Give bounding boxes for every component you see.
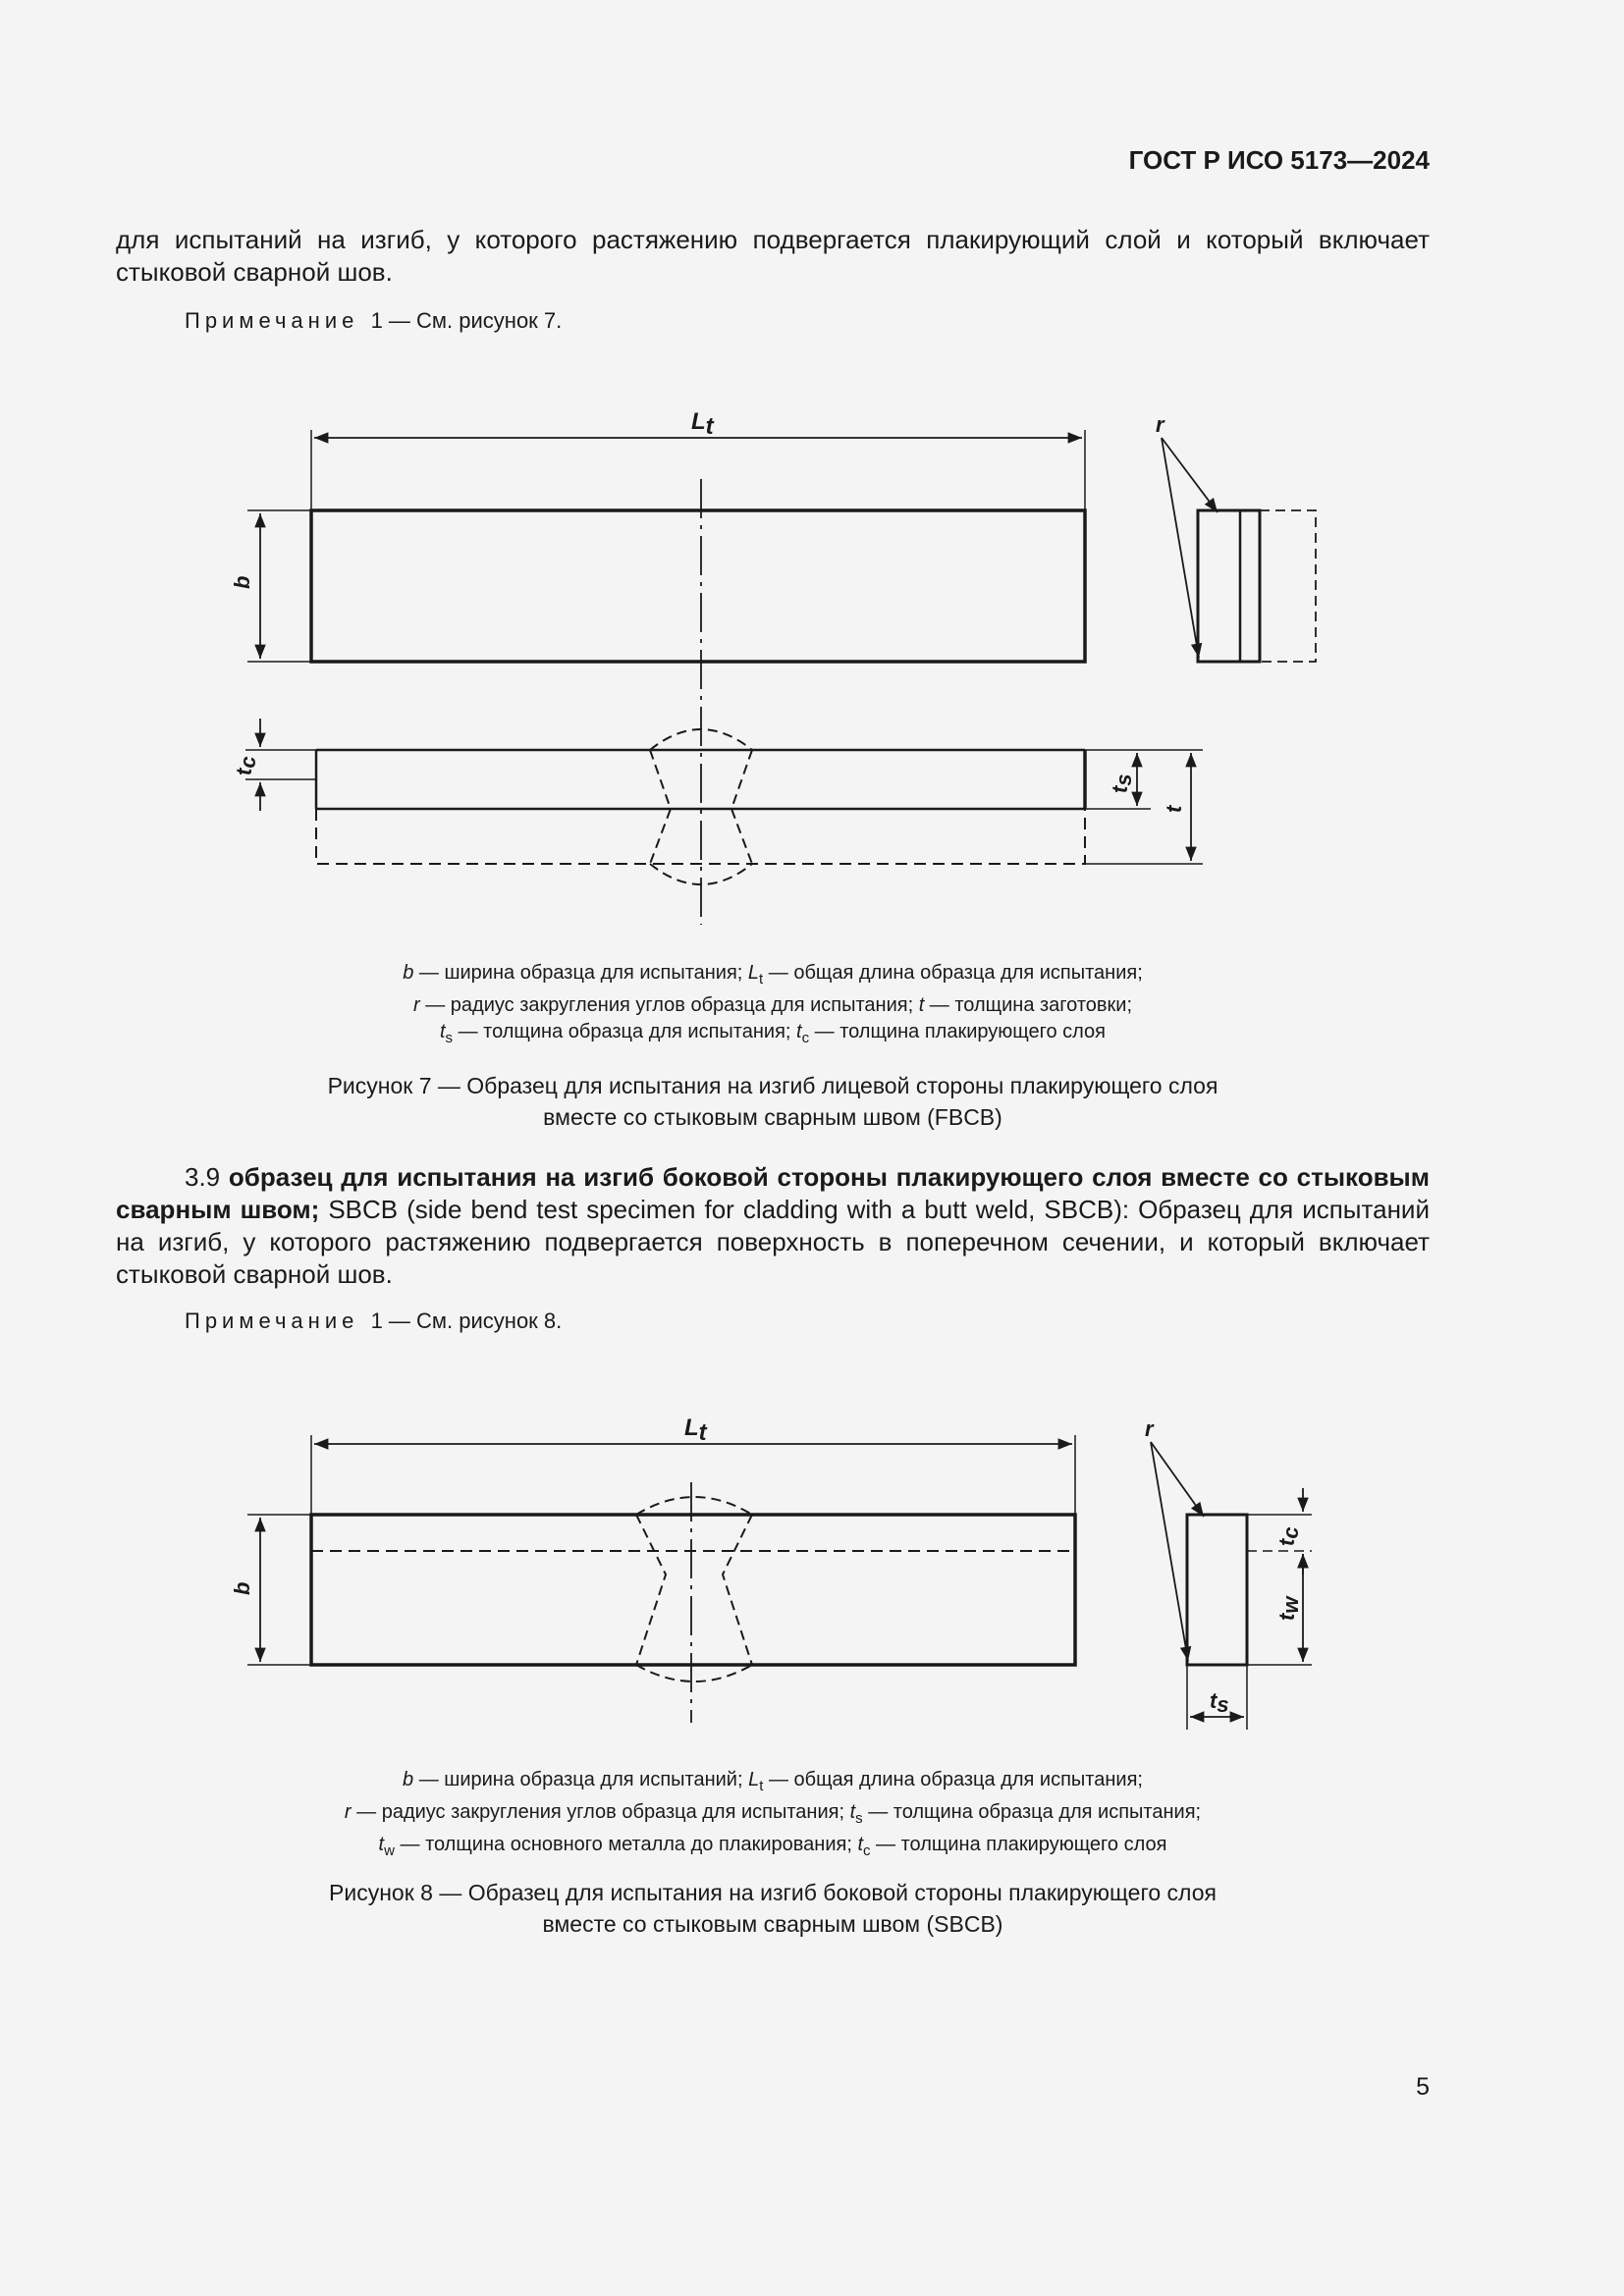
standard-header: ГОСТ Р ИСО 5173—2024: [1128, 145, 1430, 175]
fig7-t-label: t: [1162, 805, 1186, 813]
fig8-end-view: [1187, 1515, 1247, 1665]
fig8-lt-label: Lt: [684, 1415, 707, 1446]
fig7-tc-label: tc: [232, 756, 260, 775]
fig7-legend-line-3: $t_s$ — толщина образца для испытания; $t_c$ — толщина плакирующего слоя: [439, 1021, 1107, 1046]
fig7-legend-line-1: b — ширина образца для испытания; $L_t$ — общая длина образца для испытания;: [403, 962, 1143, 988]
figure-8-legend: [116, 1767, 1430, 1864]
fig8-plan-rect: [311, 1515, 1075, 1665]
page-number: 5: [1416, 2073, 1430, 2101]
section-term: образец для испытания на изгиб боковой стороны плакирующего слоя вместе со стыковым сварным швом;: [116, 1162, 1430, 1224]
section-definition: SBCB (side bend test specimen for cladding with a butt weld, SBCB): Образец для испытаний на изгиб, у которого растяжению подвергается поверхность в поперечном сечении, и который включает стыковой сварной шов.: [116, 1195, 1430, 1289]
fig7-b-label: b: [230, 575, 254, 589]
fig8-r-leader-2: [1151, 1442, 1188, 1661]
fig8-caption-line-1: Рисунок 8 — Образец для испытания на изгиб боковой стороны плакирующего слоя: [329, 1880, 1217, 1905]
fig8-r-leader-1: [1151, 1442, 1204, 1517]
note-text: 1 — См. рисунок 8.: [370, 1308, 563, 1333]
fig7-caption-line-1: Рисунок 7 — Образец для испытания на изгиб лицевой стороны плакирующего слоя: [327, 1073, 1218, 1098]
fig8-r-label: r: [1145, 1416, 1154, 1441]
note-text: 1 — См. рисунок 7.: [370, 308, 563, 333]
fig7-r-label: r: [1156, 412, 1164, 437]
note-label: Примечание: [185, 1308, 359, 1333]
fig7-legend-line-2: r — радиус закругления углов образца для испытания; t — толщина заготовки;: [413, 994, 1132, 1016]
fig8-caption-line-2: вместе со стыковым сварным швом (SBCB): [542, 1911, 1003, 1937]
fig7-caption-line-2: вместе со стыковым сварным швом (FBCB): [543, 1104, 1002, 1130]
fig8-b-label: b: [230, 1581, 254, 1595]
section-number: 3.9: [185, 1162, 221, 1192]
fig7-ts-label: ts: [1108, 774, 1136, 793]
fig8-legend-line-2: r — радиус закругления углов образца для испытания; $t_s$ — толщина образца для испытания;: [344, 1801, 1202, 1827]
fig8-ts-label: ts: [1210, 1688, 1229, 1717]
fig8-legend-line-3: $t_w$ — толщина основного металла до плакирования; $t_c$ — толщина плакирующего слоя: [378, 1834, 1167, 1859]
fig8-tc-label: tc: [1274, 1526, 1303, 1546]
fig8-legend-line-1: b — ширина образца для испытаний; $L_t$ — общая длина образца для испытания;: [403, 1769, 1143, 1794]
intro-paragraph: для испытаний на изгиб, у которого растяжению подвергается плакирующий слой и который включает стыковой сварной шов.: [116, 225, 1430, 287]
fig8-weld-profile: [636, 1497, 752, 1682]
fig7-lt-label: Lt: [691, 408, 714, 440]
fig8-tw-label: tw: [1274, 1596, 1303, 1621]
note-label: Примечание: [185, 308, 359, 333]
figure-8-caption: [116, 1877, 1430, 1940]
